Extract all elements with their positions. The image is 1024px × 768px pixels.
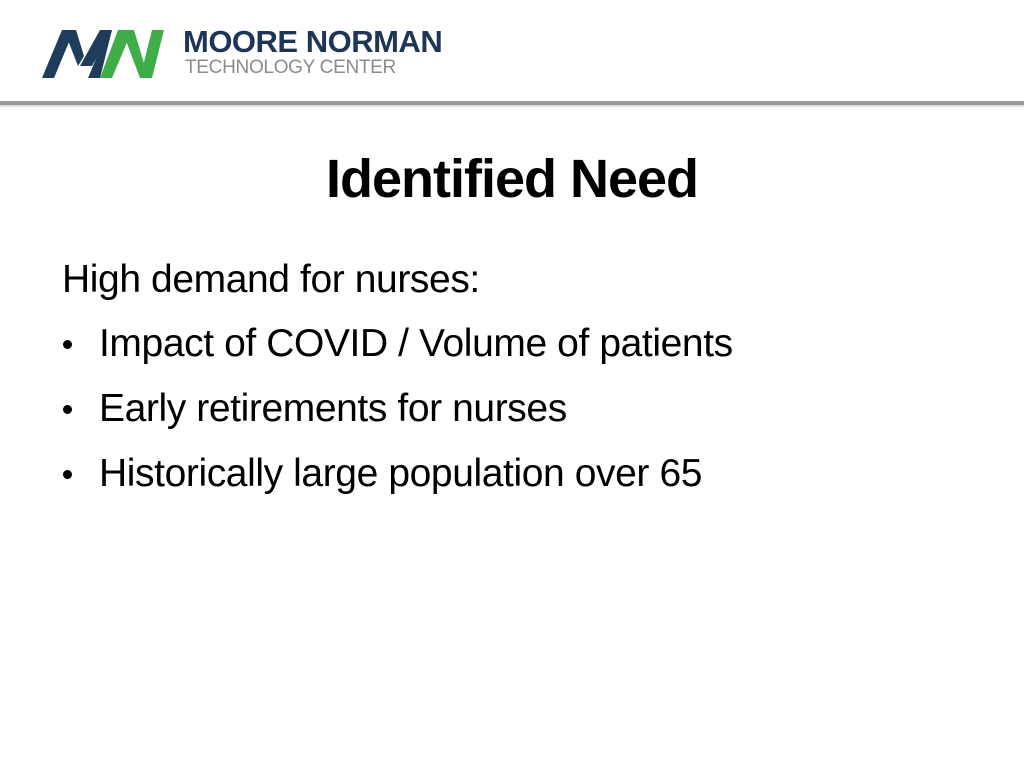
logo-wordmark-line2: TECHNOLOGY CENTER [185, 57, 396, 78]
moore-norman-logo-mark [42, 26, 164, 78]
header-divider-shadow [0, 105, 1024, 108]
bullet-item [62, 314, 982, 379]
logo-n-stroke-3 [140, 30, 164, 78]
bullet-item [62, 444, 982, 509]
bullet-dot-icon [63, 470, 72, 479]
bullet-list [62, 314, 982, 509]
bullet-text: Historically large population over 65 [99, 452, 703, 495]
bullet-dot-icon [63, 405, 72, 414]
slide-header [0, 0, 1024, 104]
intro-text: High demand for nurses: [62, 258, 480, 301]
slide-body [62, 250, 982, 509]
bullet-text: Impact of COVID / Volume of patients [99, 322, 733, 365]
slide-title: Identified Need [325, 149, 699, 209]
logo-m-stroke-2 [64, 30, 84, 66]
logo-wordmark-line1: MOORE NORMAN [183, 24, 443, 59]
bullet-dot-icon [63, 340, 72, 349]
bullet-item [62, 379, 982, 444]
bullet-text: Early retirements for nurses [99, 387, 567, 430]
